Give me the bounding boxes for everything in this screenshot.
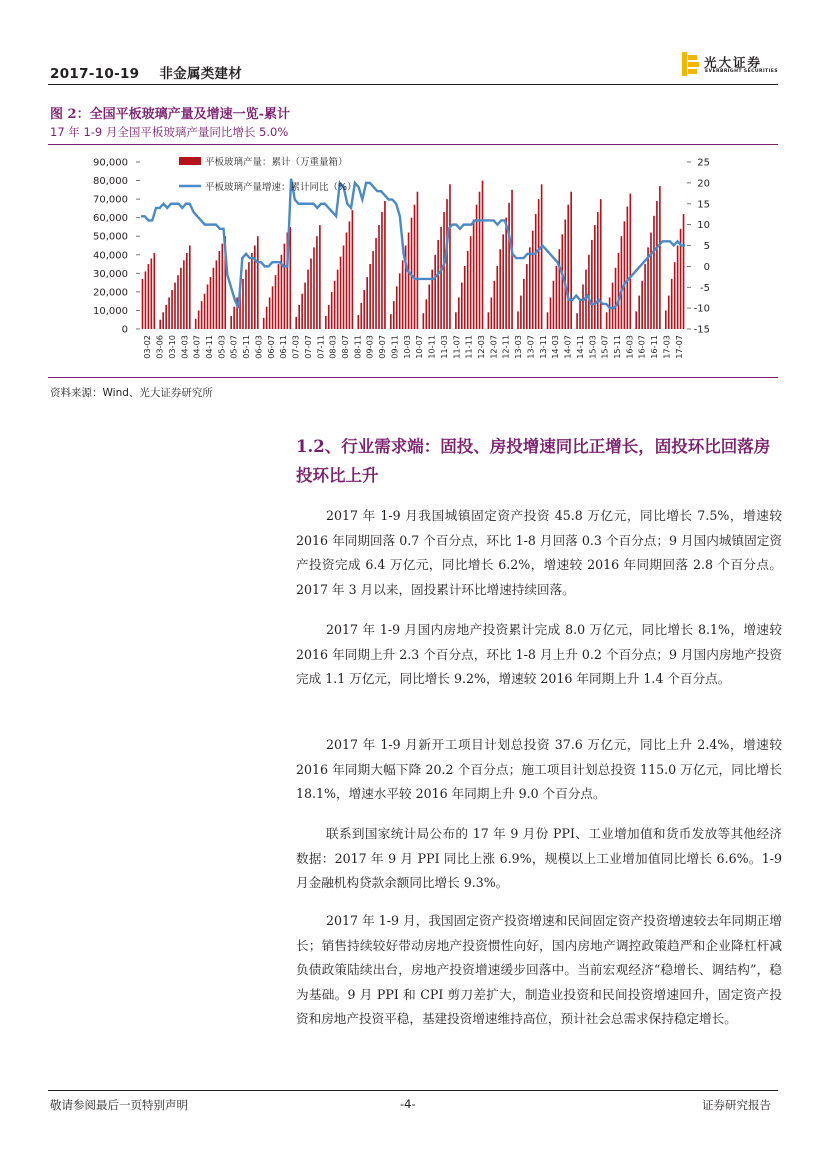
bar-mark	[396, 286, 398, 329]
bar-mark	[263, 318, 265, 329]
figure-subtitle: 17 年 1-9 月全国平板玻璃产量同比增长 5.0%	[50, 125, 289, 139]
bar-mark	[561, 234, 563, 329]
bar-mark	[289, 227, 291, 329]
bar-mark	[665, 310, 667, 329]
x-axis-tick-label: 05-11	[241, 335, 252, 359]
right-axis-tick-label: -10	[693, 303, 710, 315]
x-axis-tick-label: 08-07	[340, 335, 350, 359]
left-axis-tick-label: 10,000	[93, 305, 128, 317]
right-axis-tick-label: 5	[703, 241, 710, 252]
bar-mark	[659, 186, 661, 329]
bar-mark	[624, 221, 626, 329]
bar-mark	[425, 299, 427, 329]
x-axis-tick-label: 03-06	[154, 335, 165, 359]
x-axis-tick-label: 08-03	[327, 335, 338, 359]
right-axis-tick-label: -15	[693, 324, 710, 336]
logo-text-en: EVERBRIGHT SECURITIES	[705, 69, 778, 74]
bar-mark	[550, 297, 552, 329]
x-axis-tick-label: 14-07	[562, 335, 573, 359]
bar-mark	[295, 317, 297, 329]
bar-mark	[357, 315, 359, 329]
bar-mark	[641, 281, 643, 329]
right-axis-tick-label: 15	[697, 199, 710, 211]
x-axis-tick-label: 16-11	[649, 335, 660, 359]
x-axis-tick-label: 15-11	[612, 335, 622, 359]
glass-output-chart	[48, 148, 778, 374]
bar-mark	[402, 260, 404, 329]
bar-mark	[488, 312, 490, 329]
bar-mark	[369, 264, 371, 329]
x-axis-tick-label: 13-11	[537, 335, 548, 359]
left-axis-tick-label: 30,000	[93, 268, 128, 280]
bar-mark	[316, 236, 318, 329]
bar-mark	[576, 313, 578, 329]
paragraph-macro-data: 联系到国家统计局公布的 17 年 9 月份 PPI、工业增加值和货币发放等其他经济数据：2017 年 9 月 PPI 同比上涨 6.9%，规模以上工业增加值同比增长 6.6%。1-9 月金融机构贷款余额同比增长 9.3%。	[296, 826, 782, 890]
bar-mark	[526, 264, 528, 329]
bar-mark	[381, 212, 383, 329]
bar-mark	[257, 236, 259, 329]
left-axis-tick-label: 20,000	[93, 287, 128, 299]
chart-legend	[179, 156, 357, 193]
bar-mark	[428, 284, 430, 329]
x-axis-tick-label: 04-07	[191, 335, 202, 359]
bar-mark	[313, 247, 315, 329]
left-axis	[93, 158, 140, 336]
bar-mark	[325, 316, 327, 329]
x-axis-tick-label: 05-03	[216, 335, 227, 359]
x-axis-tick-label: 13-07	[525, 335, 536, 359]
bar-mark	[399, 273, 401, 329]
figure-source: 资料来源：Wind、光大证券研究所	[50, 387, 213, 399]
bar-mark	[195, 319, 197, 329]
left-axis-tick-label: 60,000	[93, 213, 128, 225]
x-axis-tick-label: 17-07	[673, 335, 684, 359]
legend-bar-label: 平板玻璃产量：累计（万重量箱）	[205, 157, 348, 168]
bar-mark	[535, 214, 537, 329]
x-axis-tick-label: 15-07	[599, 335, 610, 359]
bar-mark	[464, 266, 466, 329]
bar-mark	[204, 294, 206, 329]
paragraph-fixed-asset-investment: 2017 年 1-9 月我国城镇固定资产投资 45.8 万亿元，同比增长 7.5%，增速较 2016 年同期回落 0.7 个百分点，环比 1-8 月回落 0.3 个百分点；9 月国内城镇固定资产投资完成 6.4 万亿元，同比增长 6.2%，增速较 2016 年同期回落 2.8 个百分点。2017 年 3 月以来，固投累计环比增速持续回落。	[296, 508, 782, 597]
bar-mark	[440, 227, 442, 329]
bar-mark	[210, 277, 212, 329]
x-axis-tick-label: 12-11	[500, 335, 511, 359]
header-date-category	[50, 62, 242, 82]
bar-mark	[458, 297, 460, 329]
logo-text-cn: 光大证券	[704, 55, 763, 70]
figure-top-divider	[48, 144, 778, 145]
bar-mark	[245, 270, 247, 329]
bar-mark	[168, 297, 170, 329]
bar-mark	[159, 320, 161, 329]
x-axis	[142, 335, 684, 359]
bar-mark	[417, 192, 419, 329]
paragraph-real-estate-investment: 2017 年 1-9 月国内房地产投资累计完成 8.0 万亿元，同比增长 8.1%，增速较 2016 年同期上升 2.3 个百分点，环比 1-8 月上升 0.2 个百分点；9 月国内房地产投资完成 1.1 万亿元，同比增长 9.2%，增速较 2016 年同期上升 1.4 个百分点。	[296, 622, 782, 686]
bar-mark	[266, 307, 268, 329]
bar-mark	[591, 240, 593, 329]
bar-mark	[437, 240, 439, 329]
bar-mark	[171, 290, 173, 329]
bar-mark	[153, 253, 155, 329]
bar-mark	[606, 312, 608, 329]
left-axis-tick-label: 50,000	[93, 231, 128, 243]
x-axis-tick-label: 06-11	[278, 335, 289, 359]
bar-mark	[621, 236, 623, 329]
x-axis-tick-label: 14-11	[574, 335, 585, 359]
bar-mark	[511, 190, 513, 329]
bar-mark	[251, 253, 253, 329]
logo-mark-icon	[680, 52, 700, 76]
bar-mark	[349, 221, 351, 329]
left-axis-tick-label: 0	[121, 324, 128, 336]
bar-mark	[570, 192, 572, 329]
bar-mark	[556, 266, 558, 329]
bar-mark	[343, 246, 345, 330]
x-axis-tick-label: 11-03	[438, 335, 449, 359]
left-axis-tick-label: 80,000	[93, 176, 128, 188]
right-axis-tick-label: 25	[697, 157, 710, 169]
bar-mark	[242, 279, 244, 329]
x-axis-tick-label: 05-07	[228, 335, 239, 359]
bar-mark	[582, 284, 584, 329]
bar-mark	[529, 247, 531, 329]
bar-mark	[491, 297, 493, 329]
bar-mark	[162, 312, 164, 329]
bar-mark	[151, 258, 153, 329]
bar-mark	[470, 236, 472, 329]
report-date: 2017-10-19	[50, 66, 140, 82]
bar-mark	[360, 303, 362, 329]
figure-bottom-divider	[48, 377, 778, 378]
x-axis-tick-label: 10-07	[414, 335, 425, 359]
bar-mark	[177, 275, 179, 329]
bar-mark	[461, 283, 463, 329]
bar-mark	[520, 296, 522, 329]
bar-mark	[207, 284, 209, 329]
bar-mark	[186, 253, 188, 329]
bar-mark	[319, 225, 321, 329]
bar-mark	[629, 194, 631, 329]
bar-mark	[482, 181, 484, 329]
bar-mark	[310, 258, 312, 329]
bar-mark	[564, 220, 566, 329]
x-axis-tick-label: 03-10	[166, 335, 177, 359]
footer-divider	[48, 1090, 778, 1091]
right-axis-tick-label: -5	[700, 282, 710, 294]
bar-mark	[304, 283, 306, 329]
bar-mark	[165, 305, 167, 329]
legend-line-label: 平板玻璃产量增速：累计同比（%）	[205, 182, 357, 193]
bar-mark	[449, 184, 451, 329]
x-axis-tick-label: 08-11	[352, 335, 363, 359]
x-axis-tick-label: 04-11	[204, 335, 214, 359]
bar-mark	[375, 238, 377, 329]
x-axis-tick-label: 07-11	[315, 335, 326, 359]
right-axis-tick-label: 20	[697, 178, 710, 190]
bar-mark	[378, 225, 380, 329]
bar-mark	[627, 207, 629, 329]
bar-mark	[476, 205, 478, 329]
bar-mark	[615, 268, 617, 329]
x-axis-tick-label: 04-03	[179, 335, 190, 359]
bar-mark	[594, 225, 596, 329]
bar-mark	[213, 268, 215, 329]
footer-report-type: 证券研究报告	[702, 1098, 771, 1112]
bar-mark	[668, 296, 670, 329]
bar-mark	[538, 199, 540, 329]
right-axis-tick-label: 0	[703, 261, 710, 273]
bar-mark	[408, 233, 410, 329]
bar-mark	[671, 279, 673, 329]
x-axis-tick-label: 07-07	[302, 335, 313, 359]
x-axis-tick-label: 14-03	[550, 335, 561, 359]
bar-mark	[414, 205, 416, 329]
bar-mark	[553, 281, 555, 329]
bar-mark	[390, 314, 392, 329]
company-logo	[680, 51, 780, 77]
bar-mark	[189, 246, 191, 330]
bar-mark	[644, 264, 646, 329]
x-axis-tick-label: 16-03	[624, 335, 635, 359]
report-category: 非金属类建材	[159, 66, 243, 82]
bar-mark	[547, 312, 549, 329]
bar-mark	[393, 301, 395, 329]
x-axis-tick-label: 15-03	[587, 335, 598, 359]
bar-mark	[384, 201, 386, 329]
bar-mark	[233, 307, 235, 329]
bar-series	[142, 181, 685, 329]
paragraph-new-projects: 2017 年 1-9 月新开工项目计划总投资 37.6 万亿元，同比上升 2.4%，增速较 2016 年同期大幅下降 20.2 个百分点；施工项目计划总投资 115.0 万亿元，同比增长 18.1%，增速水平较 2016 年同期上升 9.0 个百分点。	[296, 737, 782, 801]
bar-mark	[650, 233, 652, 329]
bar-mark	[340, 257, 342, 329]
bar-mark	[559, 249, 561, 329]
bar-mark	[455, 312, 457, 329]
bar-mark	[337, 270, 339, 329]
bar-mark	[230, 316, 232, 329]
section-heading: 1.2、行业需求端：固投、房投增速同比正增长，固投环比回落房投环比上升	[296, 437, 771, 485]
bar-mark	[653, 216, 655, 329]
bar-mark	[219, 251, 221, 329]
bar-mark	[198, 310, 200, 329]
x-axis-tick-label: 10-11	[426, 335, 437, 359]
bar-mark	[423, 313, 425, 329]
bar-mark	[443, 212, 445, 329]
bar-mark	[272, 286, 274, 329]
bar-mark	[502, 234, 504, 329]
bar-mark	[366, 277, 368, 329]
bar-mark	[479, 192, 481, 329]
bar-mark	[331, 292, 333, 329]
x-axis-tick-label: 12-03	[476, 335, 486, 359]
bar-mark	[346, 233, 348, 329]
bar-mark	[567, 205, 569, 329]
x-axis-tick-label: 13-03	[513, 335, 524, 359]
bar-mark	[683, 214, 685, 329]
bar-mark	[499, 249, 501, 329]
bar-mark	[541, 184, 543, 329]
bar-mark	[216, 260, 218, 329]
bar-mark	[600, 199, 602, 329]
bar-mark	[677, 246, 679, 330]
paragraph-outlook: 2017 年 1-9 月，我国固定资产投资增速和民间固定资产投资增速较去年同期正增长；销售持续较好带动房地产投资惯性向好，国内房地产调控政策趋严和企业降杠杆减负债政策陆续出台，房地产投资增速缓步回落中。当前宏观经济“稳增长、调结构”，稳为基础。9 月 PPI 和 CPI 剪刀差扩大，制造业投资和民间投资增速回升，固定资产投资和房地产投资平稳，基建投资增速维持高位，预计社会总需求保持稳定增长。	[296, 913, 782, 1026]
bar-mark	[618, 253, 620, 329]
left-axis-tick-label: 90,000	[93, 157, 128, 169]
bar-mark	[183, 260, 185, 329]
bar-mark	[269, 297, 271, 329]
bar-mark	[467, 251, 469, 329]
bar-mark	[352, 210, 354, 329]
bar-mark	[275, 275, 277, 329]
bar-mark	[612, 283, 614, 329]
header-divider	[48, 84, 778, 85]
bar-mark	[609, 297, 611, 329]
bar-mark	[635, 311, 637, 329]
x-axis-tick-label: 06-03	[253, 335, 264, 359]
bar-mark	[523, 279, 525, 329]
x-axis-tick-label: 10-03	[401, 335, 412, 359]
bar-mark	[148, 264, 150, 329]
left-axis-tick-label: 70,000	[93, 194, 128, 206]
bar-mark	[174, 283, 176, 329]
bar-mark	[298, 305, 300, 329]
x-axis-tick-label: 09-07	[377, 335, 388, 359]
bar-mark	[142, 279, 144, 329]
bar-mark	[363, 290, 365, 329]
bar-mark	[579, 299, 581, 329]
x-axis-tick-label: 09-11	[389, 335, 400, 359]
x-axis-tick-label: 16-07	[636, 335, 647, 359]
footer-disclaimer: 敬请参阅最后一页特别声明	[50, 1098, 188, 1112]
right-axis	[687, 158, 710, 336]
legend-bar-swatch	[179, 157, 201, 165]
x-axis-tick-label: 09-03	[364, 335, 375, 359]
bar-mark	[278, 264, 280, 329]
bar-mark	[334, 281, 336, 329]
bar-mark	[446, 199, 448, 329]
bar-mark	[638, 296, 640, 329]
left-axis-tick-label: 40,000	[93, 250, 128, 262]
x-axis-tick-label: 11-07	[451, 335, 462, 359]
bar-mark	[328, 305, 330, 329]
x-axis-tick-label: 12-07	[488, 335, 499, 359]
page-number: -4-	[400, 1097, 416, 1111]
bar-mark	[493, 281, 495, 329]
bar-mark	[656, 201, 658, 329]
bar-mark	[517, 311, 519, 329]
bar-mark	[301, 294, 303, 329]
bar-mark	[284, 244, 286, 329]
x-axis-tick-label: 03-02	[142, 335, 153, 359]
bar-mark	[597, 212, 599, 329]
bar-mark	[307, 270, 309, 329]
bar-mark	[588, 255, 590, 329]
bar-mark	[505, 218, 507, 329]
figure-title: 图 2：全国平板玻璃产量及增速一览-累计	[50, 107, 290, 122]
bar-mark	[145, 271, 147, 329]
x-axis-tick-label: 11-11	[463, 335, 474, 359]
bar-mark	[434, 255, 436, 329]
bar-mark	[180, 268, 182, 329]
bar-mark	[248, 262, 250, 329]
bar-mark	[496, 266, 498, 329]
bar-mark	[508, 203, 510, 329]
x-axis-tick-label: 17-03	[661, 335, 672, 359]
x-axis-tick-label: 06-07	[265, 335, 276, 359]
bar-mark	[532, 231, 534, 329]
bar-mark	[674, 262, 676, 329]
bar-mark	[372, 251, 374, 329]
right-axis-tick-label: 10	[697, 220, 710, 232]
x-axis-tick-label: 07-03	[290, 335, 301, 359]
bar-mark	[221, 244, 223, 329]
bar-mark	[201, 301, 203, 329]
bar-mark	[473, 220, 475, 329]
